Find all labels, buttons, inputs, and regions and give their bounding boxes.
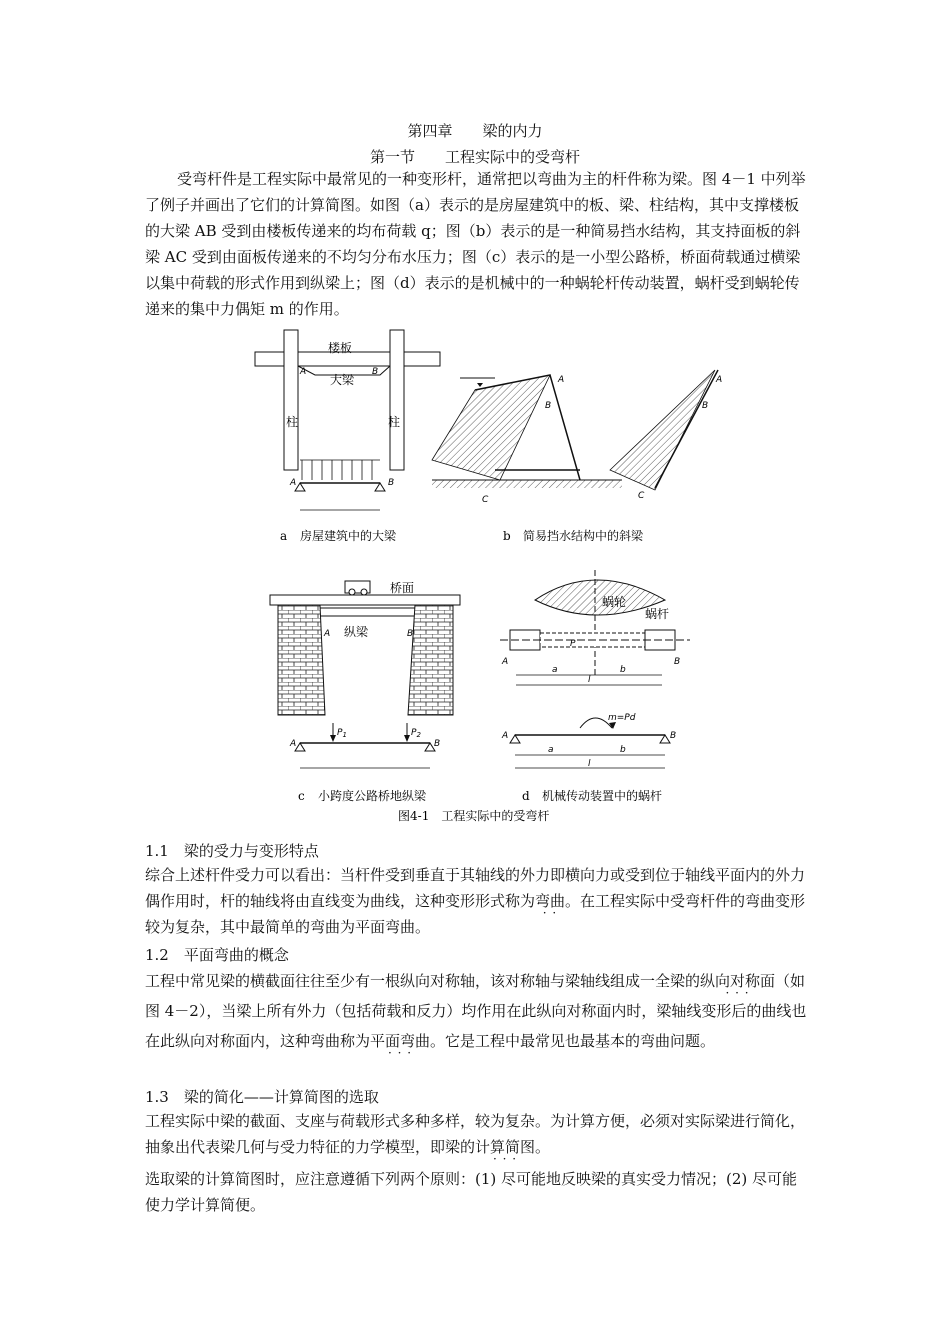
label-c-a: A <box>324 629 331 639</box>
label-big-beam: 大梁 <box>330 373 355 387</box>
label-c-model-a: A <box>290 739 297 749</box>
label-b-b: B <box>545 401 552 411</box>
text-1-2-a: 工程中常见梁的横截面往往至少有一根纵向对称轴，该对称轴与梁轴线组成一全梁的 <box>145 972 701 990</box>
label-worm-wheel: 蜗轮 <box>602 595 627 609</box>
label-d-model-dim-l: l <box>588 759 591 769</box>
label-d-model-dim-a: a <box>548 745 554 755</box>
figure-4-1 <box>240 330 723 830</box>
label-d-model-dim-b: b <box>620 745 626 755</box>
term-bending: 弯曲 · · <box>535 888 565 914</box>
caption-c-letter: c <box>298 789 305 803</box>
diagram-c <box>270 580 460 803</box>
label-b-c: C <box>482 495 489 505</box>
caption-a: 房屋建筑中的大梁 <box>300 529 397 543</box>
heading-1-2: 1.2 平面弯曲的概念 <box>145 946 289 964</box>
label-c-model-b: B <box>434 739 441 749</box>
label-girder: 纵梁 <box>344 625 369 639</box>
paragraph-1-3 <box>145 1108 810 1218</box>
text-1-3-a: 工程实际中梁的截面、支座与荷载形式多种多样，较为复杂。为计算方便，必须对实际梁进行简化，抽象出代表梁几何与受力特征的力学模型，即梁的 <box>145 1112 806 1156</box>
diagram-a <box>255 330 440 543</box>
label-p2-main: P <box>411 728 417 738</box>
intro-text: 受弯杆件是工程实际中最常见的一种变形杆，通常把以弯曲为主的杆件称为梁。图 4－1 中列举了例子并画出了它们的计算简图。如图（a）表示的是房屋建筑中的板、梁、柱结构，其中支撑楼板的大梁 AB 受到由楼板传递来的均布荷载 q；图（b）表示的是一种简易挡水结构，其支持面板的斜梁 AC 受到由面板传递来的不均匀分布水压力；图（c）表示的是一小型公路桥，桥面荷载通过横梁以集中荷载的形式作用到纵梁上；图（d）表示的是机械中的一种蜗轮杆传动装置，蜗杆受到蜗轮传递来的集中力偶矩 m 的作用。 <box>145 170 806 318</box>
text-1-3-c: 选取梁的计算简图时，应注意遵循下列两个原则：(1) 尽可能地反映梁的真实受力情况；(2) 尽可能使力学计算简便。 <box>145 1170 798 1214</box>
diagram-d <box>500 570 690 803</box>
label-d-b: B <box>674 657 681 667</box>
label-p2 <box>411 728 421 739</box>
label-d-model-b: B <box>670 731 677 741</box>
label-bs-c: C <box>638 491 645 501</box>
label-b-top: B <box>372 367 379 377</box>
intro-paragraph <box>145 166 810 322</box>
caption-c: 小跨度公路桥地纵梁 <box>318 789 427 803</box>
label-d-dim-a: a <box>552 665 558 675</box>
term-plane-bending: 平面弯曲 · · · <box>370 1026 430 1056</box>
label-bs-b: B <box>702 401 709 411</box>
label-bs-a: A <box>716 375 723 385</box>
term-calc-diagram: 计算简图 · · · <box>475 1134 535 1160</box>
label-worm: 蜗杆 <box>645 607 670 621</box>
label-d-dim-b: b <box>620 665 626 675</box>
chapter-title: 第四章 梁的内力 <box>407 122 543 140</box>
figure-caption: 图4-1 工程实际中的受弯杆 <box>398 809 550 823</box>
text-1-2-c: 。它是工程中最常见也最基本的弯曲问题。 <box>430 1032 716 1050</box>
label-p1-main: P <box>337 728 343 738</box>
label-d-model-a: A <box>502 731 509 741</box>
label-d-load: P <box>570 639 576 649</box>
label-c-b: B <box>407 629 414 639</box>
caption-d: 机械传动装置中的蜗杆 <box>542 789 663 803</box>
label-column-right: 柱 <box>388 415 401 429</box>
label-floor: 楼板 <box>328 341 353 355</box>
label-p1 <box>337 728 347 739</box>
text-1-3-b: 。 <box>535 1138 551 1156</box>
label-p2-sub: 2 <box>416 731 421 739</box>
heading-1-3: 1.3 梁的简化——计算简图的选取 <box>145 1088 379 1106</box>
label-deck: 桥面 <box>390 581 415 595</box>
caption-b: 简易挡水结构中的斜梁 <box>523 529 644 543</box>
diagram-b <box>432 370 722 543</box>
label-d-moment: m=Pd <box>608 713 636 723</box>
section-title: 第一节 工程实际中的受弯杆 <box>369 148 580 166</box>
caption-d-letter: d <box>522 789 530 803</box>
label-p1-sub: 1 <box>342 731 347 739</box>
paragraph-1-2 <box>145 966 810 1056</box>
text-1-1-b: 。在工程实际中受弯杆件的弯曲变形较为复杂，其中最简单的弯曲为平面弯曲。 <box>145 892 806 936</box>
label-a-top: A <box>300 367 307 377</box>
caption-a-letter: a <box>280 529 288 543</box>
label-a-model: A <box>290 478 297 488</box>
label-d-a: A <box>502 657 509 667</box>
label-b-a: A <box>558 375 565 385</box>
label-b-model: B <box>388 478 395 488</box>
label-column-left: 柱 <box>286 415 299 429</box>
text-1-2-b: （如图 4－2），当梁上所有外力（包括荷载和反力）均作用在此纵向对称面内时，梁轴线变形后的曲线也在此纵向对称面内，这种弯曲称为 <box>145 972 807 1050</box>
heading-1-1: 1.1 梁的受力与变形特点 <box>145 842 319 860</box>
caption-b-letter: b <box>503 529 511 543</box>
term-longitudinal-plane: 纵向对称面 · · · <box>700 966 775 996</box>
paragraph-1-1 <box>145 862 810 940</box>
text-1-1-a: 综合上述杆件受力可以看出：当杆件受到垂直于其轴线的外力即横向力或受到位于轴线平面内的外力偶作用时，杆的轴线将由直线变为曲线，这种变形形式称为 <box>145 866 806 910</box>
label-d-dim-l: l <box>588 675 591 685</box>
